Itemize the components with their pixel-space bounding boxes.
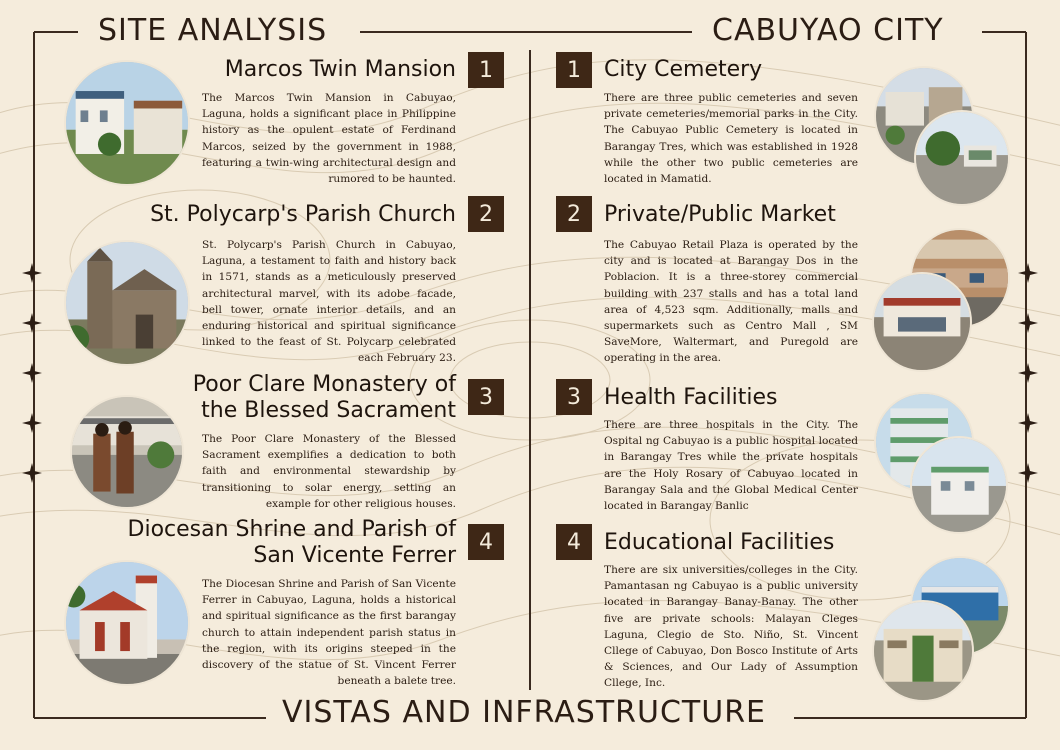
left-item-2-text: St. Polycarp's Parish Church in Cabuyao, Laguna, a testament to faith and history back in 1571, stands as a meticulously preserved architectural marvel, with its adobe facade, bell tower, ornate interior details, and an enduring historical and spiritual significance linked to the feast of St. Polycarp celebrated each February 23. [202, 239, 456, 365]
sparkle-icon [22, 263, 42, 283]
right-item-2-title: Private/Public Market [604, 202, 836, 227]
left-item-3-number: 3 [468, 379, 504, 415]
cabuyao-city-title: CABUYAO CITY [712, 13, 944, 48]
school-photo-2 [872, 600, 974, 702]
sparkle-icon [22, 463, 42, 483]
sparkle-icon [1018, 463, 1038, 483]
right-item-4-title: Educational Facilities [604, 530, 835, 555]
sparkle-icon [1018, 363, 1038, 383]
right-item-3-number: 3 [556, 379, 592, 415]
sparkle-icon [22, 363, 42, 383]
mansion-photo [64, 60, 190, 186]
left-item-1-title: Marcos Twin Mansion [224, 57, 456, 82]
left-item-1-number: 1 [468, 52, 504, 88]
center-divider-line [529, 50, 531, 690]
right-item-1-text: There are three public cemeteries and seven private cemeteries/memorial parks in the City. The Cabuyao Public Cemetery is located in Barangay Tres, which was established in 1928 while the other two public cemeteries are located in Mamatid. [604, 92, 858, 186]
sparkle-icon [1018, 313, 1038, 333]
vistas-infrastructure-title: VISTAS AND INFRASTRUCTURE [282, 695, 767, 730]
right-item-4-text: There are six universities/colleges in the City. Pamantasan ng Cabuyao is a public university located in Barangay Banay-Banay. The other five are private schools: Malayan Cleges Laguna, Clegio de Sto. Niño, St. Vincent Cllege of Cabuyao, Don Bosco Institute of Arts & Sciences, and Our Lady of Assumption Cllege, Inc. [604, 564, 858, 690]
frame-top-right-line [982, 31, 1026, 33]
market-photo-2 [872, 272, 972, 372]
left-item-2-number: 2 [468, 196, 504, 232]
left-item-4-number: 4 [468, 524, 504, 560]
right-item-1-title: City Cemetery [604, 57, 763, 82]
frame-top-left-line [34, 31, 78, 33]
left-item-2-title: St. Polycarp's Parish Church [150, 202, 456, 227]
sparkle-icon [22, 313, 42, 333]
site-analysis-title: SITE ANALYSIS [98, 13, 328, 48]
left-item-4-text: The Diocesan Shrine and Parish of San Vicente Ferrer in Cabuyao, Laguna, holds a historical and spiritual significance as the first barangay church to attain independent parish status in the region, with its origins steeped in the discovery of the statue of St. Vincent Ferrer beneath a balete tree. [202, 578, 456, 688]
right-item-2-number: 2 [556, 196, 592, 232]
left-item-3-title: Poor Clare Monastery of the Blessed Sacrament [192, 372, 456, 423]
cemetery-photo-2 [914, 110, 1010, 206]
frame-bottom-left-line [34, 717, 266, 719]
sparkle-icon [1018, 413, 1038, 433]
sparkle-icon [1018, 263, 1038, 283]
hospital-photo-2 [910, 436, 1008, 534]
sparkle-icon [22, 413, 42, 433]
right-item-2-text: The Cabuyao Retail Plaza is operated by the city and is located at Barangay Dos in the Poblacion. It is a three-storey commercial building with 237 stalls and has a total land area of 4,523 sqm. Additionally, malls and supermarkets such as Centro Mall , SM SaveMore, Waltermart, and Puregold are operating in the area. [604, 239, 858, 365]
left-item-3-text: The Poor Clare Monastery of the Blessed Sacrament exemplifies a dedication to both faith and environmental stewardship by transitioning to solar energy, setting an example for other religious houses. [202, 433, 456, 510]
right-item-1-number: 1 [556, 52, 592, 88]
right-item-3-title: Health Facilities [604, 385, 778, 410]
church-photo [64, 240, 190, 366]
left-item-4-title: Diocesan Shrine and Parish of San Vicente Ferrer [127, 517, 456, 568]
frame-bottom-right-line [794, 717, 1026, 719]
left-item-1-text: The Marcos Twin Mansion in Cabuyao, Laguna, holds a significant place in Philippine history as the opulent estate of Ferdinand Marcos, seized by the government in 1988, featuring a twin-wing architectural design and rumored to be haunted. [202, 92, 456, 186]
right-item-3-text: There are three hospitals in the City. The Ospital ng Cabuyao is a public hospital located in Barangay Tres while the private hospitals are the Holy Rosary of Cabuyao located in Barangay Sala and the Global Medical Center located in Barangay Banlic [604, 419, 858, 513]
shrine-photo [64, 560, 190, 686]
frame-top-middle-line [360, 31, 692, 33]
right-item-4-number: 4 [556, 524, 592, 560]
